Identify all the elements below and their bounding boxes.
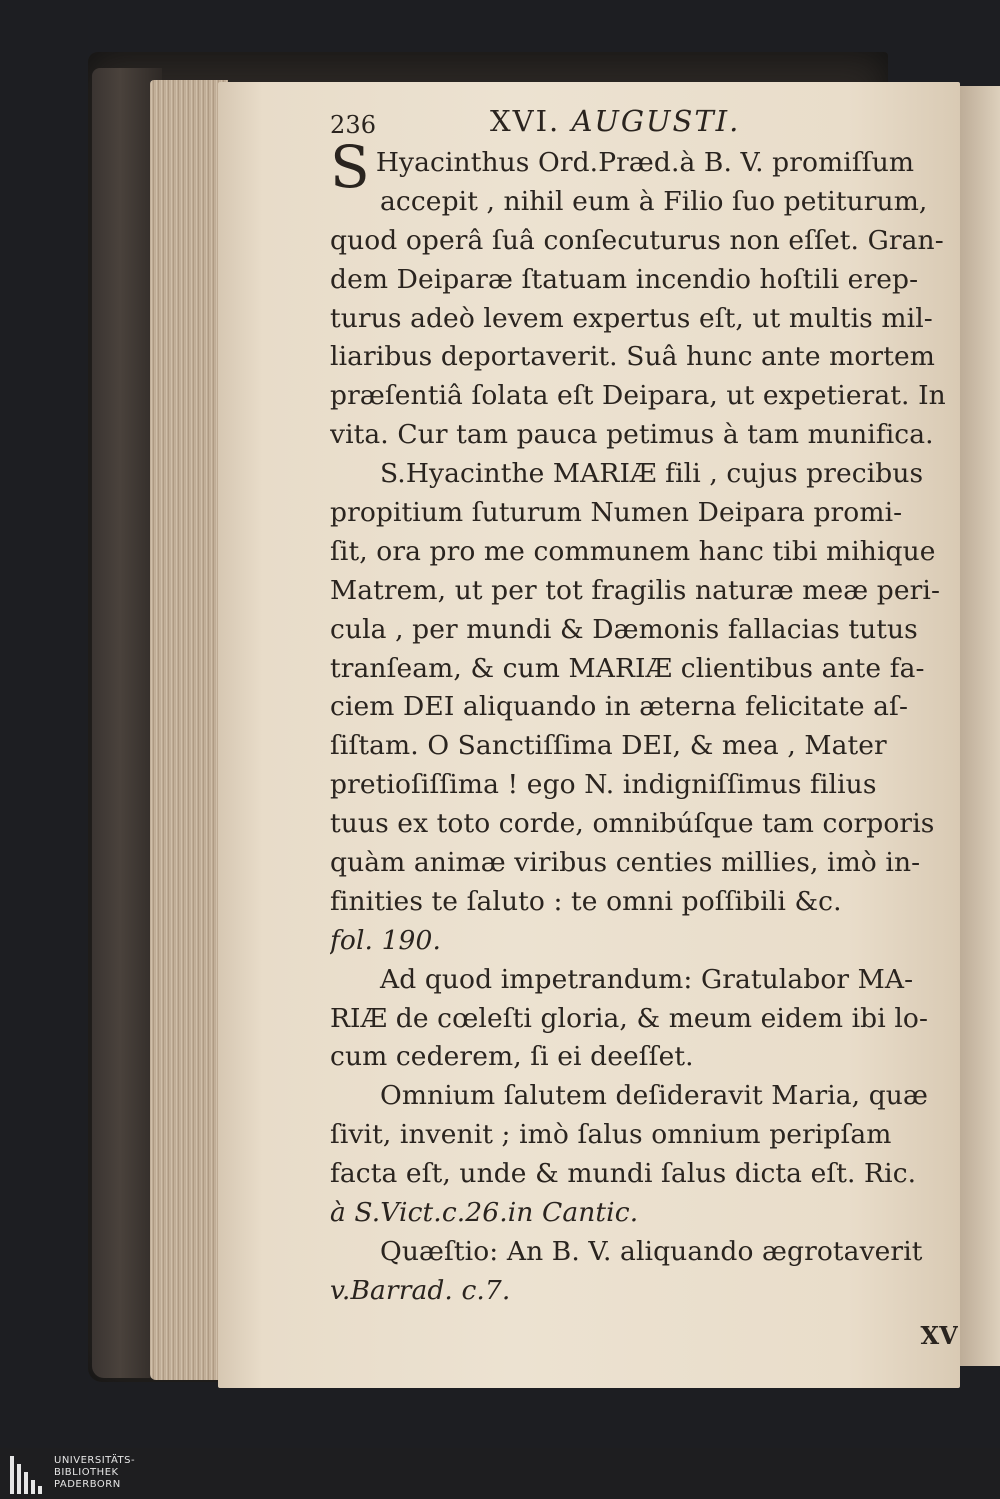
text-line: Quæſtio: An B. V. aliquando ægrotaverit [380, 1235, 923, 1267]
text-line: ſit, ora pro me communem hanc tibi mihique [330, 535, 936, 567]
catchword: XV [920, 1320, 958, 1350]
running-header [330, 100, 958, 144]
text-line: quod operâ ſuâ conſecuturus non eſſet. Gran- [330, 224, 944, 256]
drop-capital: S [330, 133, 370, 201]
text-line: propitium ſuturum Numen Deipara promi- [330, 497, 903, 529]
text-line: dem Deiparæ ſtatuam incendio hoſtili erep- [330, 263, 919, 295]
library-logo-icon [8, 1456, 48, 1494]
text-line: v.Barrad. c.7. [330, 1274, 511, 1306]
text-line: facta eſt, unde & mundi ſalus dicta eſt. Ric. [330, 1158, 917, 1190]
text-line: tuus ex toto corde, omnibúſque tam corporis [330, 808, 935, 840]
text-line: tranſeam, & cum MARIÆ clientibus ante fa- [330, 652, 925, 684]
text-line: cula , per mundi & Dæmonis fallacias tutus [330, 613, 918, 645]
running-title-italic: AUGUSTI. [571, 104, 741, 138]
logo-line: UNIVERSITÄTS- [54, 1455, 136, 1466]
page-text [330, 100, 958, 1356]
page-edges [150, 80, 228, 1380]
logo-line: BIBLIOTHEK [54, 1467, 119, 1478]
text-line: finities te ſaluto : te omni poſſibili &c. [330, 885, 842, 917]
text-line: ſivit, invenit ; imò ſalus omnium peripſam [330, 1119, 892, 1151]
footer-bar [0, 1448, 1000, 1499]
text-line: RIÆ de cœleſti gloria, & meum eidem ibi lo- [330, 1002, 929, 1034]
text-line: S.Hyacinthe MARIÆ fili , cujus precibus [380, 458, 924, 490]
text-line: Omnium ſalutem deſideravit Maria, quæ [380, 1080, 928, 1112]
text-line: ciem DEI aliquando in æterna felicitate aſ- [330, 691, 909, 723]
text-line: S Hyacinthus Ord.Præd.à B. V. promiſſum [330, 133, 915, 201]
running-title [490, 102, 740, 141]
text-line: pretioſiſſima ! ego N. indigniſſimus filius [330, 769, 877, 801]
facing-page-edge [955, 86, 1000, 1366]
page-number: 236 [330, 111, 377, 139]
library-logo-text [54, 1455, 135, 1491]
text-line: Ad quod impetrandum: Gratulabor MA- [380, 963, 914, 995]
text-line: accepit , nihil eum à Filio ſuo petiturum, [380, 185, 928, 217]
text-line: ſiſtam. O Sanctiſſima DEI, & mea , Mater [330, 730, 887, 762]
text-line: quàm animæ viribus centies millies, imò in- [330, 847, 921, 879]
text-line: præſentiâ ſolata eſt Deipara, ut expetierat. In [330, 380, 946, 412]
text-line: à S.Vict.c.26.in Cantic. [330, 1197, 639, 1229]
logo-line: PADERBORN [54, 1479, 121, 1490]
text-line: Matrem, ut per tot fragilis naturæ meæ peri- [330, 574, 941, 606]
text-line: fol. 190. [330, 924, 441, 956]
running-title-roman: XVI. [490, 104, 561, 138]
text-line: cum cederem, ſi ei deeſſet. [330, 1041, 694, 1073]
text-line: turus adeò levem expertus eſt, ut multis mil- [330, 302, 933, 334]
text-line: liaribus deportaverit. Suâ hunc ante mortem [330, 341, 935, 373]
text-line: vita. Cur tam pauca petimus à tam munifica. [330, 419, 934, 451]
